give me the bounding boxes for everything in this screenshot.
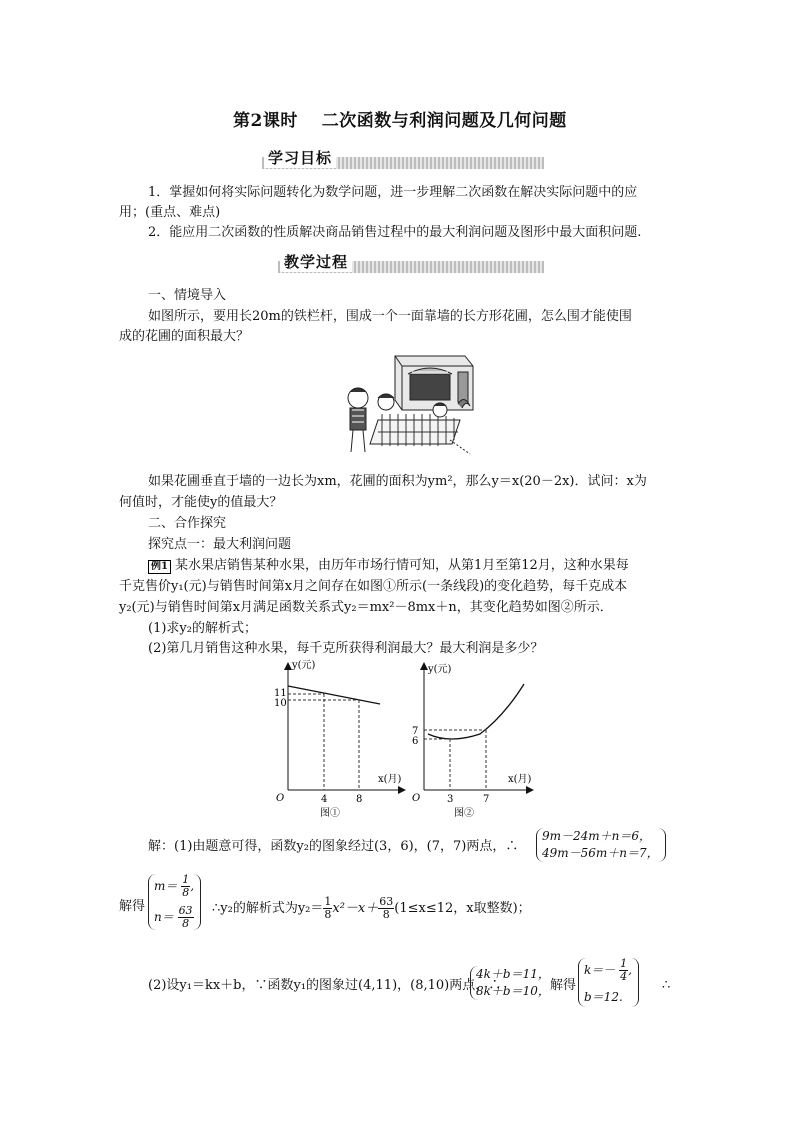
intro-paragraph-line1: 如图所示，要用长20m的铁栏杆，围成一个一面靠墙的长方形花圃，怎么围才能使围 [148, 309, 632, 324]
m-solution: m＝ $\frac{1}{8}$ , [154, 873, 195, 899]
cost-parabola [428, 684, 524, 739]
goal-2: 2．能应用二次函数的性质解决商品销售过程中的最大利润问题及图形中最大面积问题. [148, 225, 642, 240]
m-fraction: $\frac{1}{8}$ [182, 873, 190, 899]
ytick-7: 7 [412, 726, 419, 737]
y-axis-label: y(元) [428, 664, 452, 675]
garden-illustration [340, 348, 480, 460]
goal-1-line1: 1．掌握如何将实际问题转化为数学问题，进一步理解二次函数在解决实际问题中的应 [148, 185, 638, 200]
n-fraction: $\frac{63}{8}$ [178, 904, 193, 930]
origin-label: O [276, 793, 285, 804]
equation-system-2 [148, 874, 201, 930]
equation-system-1 [536, 828, 666, 862]
example-text: 某水果店销售某种水果，由历年市场行情可知，从第1月至第12月，这种水果每 [174, 558, 629, 573]
figure-2-chart [398, 656, 538, 820]
figure-1-chart [262, 656, 412, 820]
figure-2-caption: 图② [454, 808, 474, 819]
system-3-eq-1: 4k＋b＝11， [476, 967, 550, 981]
intro-paragraph-line2: 成的花圃的面积最大？ [119, 329, 250, 344]
b-solution: b＝12. [584, 990, 623, 1004]
section-goals-label: 学习目标 [264, 147, 336, 168]
system-3-eq-2: 8k＋b＝10， [476, 984, 550, 998]
question-2: (2)第几月销售这种水果，每千克所获得利润最大？最大利润是多少？ [148, 641, 544, 656]
solution-3-prefix: (2)设y₁＝kx＋b，∵函数y₁的图象过(4,11)，(8,10)两点，∴ [148, 978, 502, 993]
coef-fraction-2: $\frac{63}{8}$ [379, 895, 394, 921]
price-line [288, 686, 380, 704]
x-axis-label: x(月) [378, 774, 402, 785]
solution-3-tail: ∴ [662, 978, 671, 993]
intro-heading: 一、情境导入 [148, 288, 227, 303]
origin-label: O [412, 793, 421, 804]
system-1-eq-2: 49m－56m＋n＝7， [542, 846, 659, 860]
equation-system-4 [578, 958, 639, 1007]
question-1: (1)求y₂的解析式； [148, 621, 257, 636]
solution-2-prefix: 解得 [119, 899, 146, 914]
ytick-6: 6 [412, 736, 419, 747]
explore-heading: 二、合作探究 [148, 516, 227, 531]
example-1-line1 [148, 555, 629, 576]
goal-1-line2: 用；(重点、难点) [119, 205, 221, 220]
ytick-11: 11 [274, 688, 287, 699]
y-axis-label: y(元) [292, 660, 316, 671]
system-1-eq-1: 9m－24m＋n＝6， [542, 829, 652, 843]
example-1-line2: 千克售价y₁(元)与销售时间第x月之间存在如图①所示(一条线段)的变化趋势，每千克成本 [119, 579, 628, 594]
solution-3-mid: 解得 [550, 978, 577, 993]
k-solution: k＝－ $\frac{1}{4}$ , [584, 957, 632, 983]
explore-point-1: 探究点一：最大利润问题 [148, 537, 292, 552]
solution-1-text: 解：(1)由题意可得，函数y₂的图象经过(3，6)，(7，7)两点，∴ [148, 839, 519, 854]
example-1-line3: y₂(元)与销售时间第x月满足函数关系式y₂＝mx²－8mx＋n，其变化趋势如图②所示． [119, 600, 613, 615]
n-solution: n＝ $\frac{63}{8}$ [154, 904, 193, 930]
ytick-10: 10 [274, 698, 287, 709]
solution-line-1 [148, 836, 518, 857]
xtick-3: 3 [447, 794, 454, 805]
intro-question-line1: 如果花圃垂直于墙的一边长为xm，花圃的面积为ym²，那么y＝x(20－2x)．试问：x为 [148, 474, 647, 489]
figure-1-caption: 图① [320, 808, 340, 819]
page-title: 第2课时 二次函数与利润问题及几何问题 [233, 111, 567, 131]
intro-question-line2: 何值时，才能使y的值最大？ [119, 495, 283, 510]
equation-system-3 [470, 966, 550, 1000]
xtick-4: 4 [321, 794, 328, 805]
example-badge: 例1 [148, 560, 171, 574]
solution-2-text: ∴y₂的解析式为y₂＝ $\frac{1}{8}$ x²－x＋ $\frac{63}{8}$ (1≤x≤12，x取整数)； [212, 895, 531, 921]
k-fraction: $\frac{1}{4}$ [620, 957, 628, 983]
section-process-label: 教学过程 [280, 251, 352, 272]
x-axis-label: x(月) [508, 774, 532, 785]
xtick-7: 7 [483, 794, 490, 805]
xtick-8: 8 [356, 794, 363, 805]
coef-fraction-1: $\frac{1}{8}$ [324, 895, 332, 921]
